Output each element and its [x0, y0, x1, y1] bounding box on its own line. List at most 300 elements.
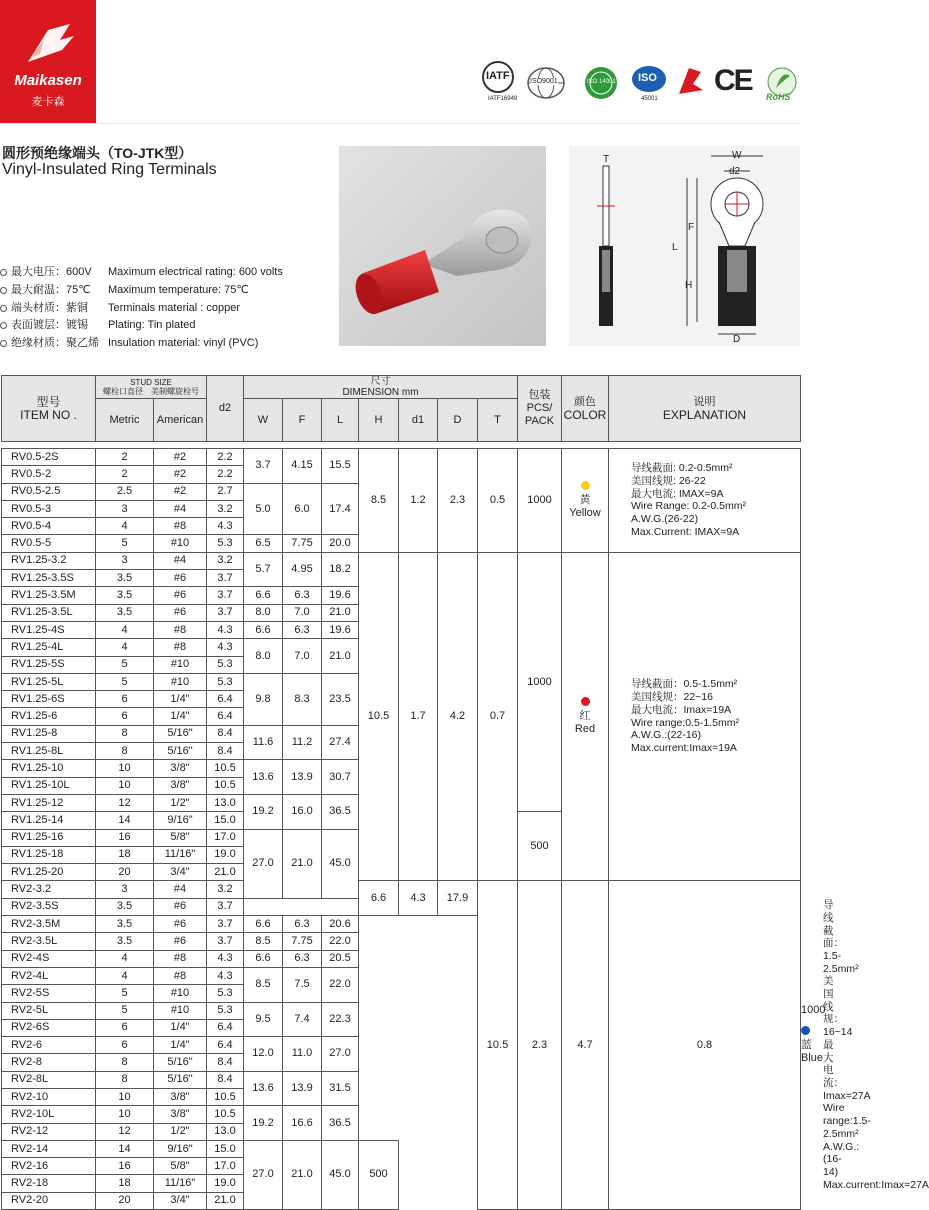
metric-cell: 14 — [96, 1140, 154, 1157]
bullet-icon — [0, 340, 7, 347]
W-cell: 8.5 — [244, 967, 283, 1002]
pack-cell: 1000 — [518, 449, 562, 553]
d2-cell: 10.5 — [207, 1106, 244, 1123]
d2-cell: 17.0 — [207, 1158, 244, 1175]
spec-en: Maximum temperature: 75℃ — [108, 283, 249, 296]
L-cell: 45.0 — [322, 1140, 359, 1209]
header-explanation — [609, 376, 801, 442]
F-cell: 6.3 — [283, 950, 322, 967]
d2-cell: 3.7 — [207, 916, 244, 933]
ring-terminal-image — [339, 146, 546, 346]
d2-cell: 3.7 — [207, 604, 244, 621]
spec-table — [1, 375, 929, 1210]
color-cn: 蓝 — [801, 1038, 812, 1051]
model-cell: RV0.5-5 — [2, 535, 96, 552]
W-cell: 5.7 — [244, 552, 283, 587]
iso9001-label: ISO9001 — [530, 78, 558, 85]
d2-cell: 15.0 — [207, 1140, 244, 1157]
model-cell: RV1.25-3.5S — [2, 570, 96, 587]
metric-cell: 5 — [96, 535, 154, 552]
L-cell: 20.6 — [322, 916, 359, 933]
explanation-line: 导线截面: 0.2-0.5mm² — [631, 462, 733, 475]
d2-cell: 8.4 — [207, 743, 244, 760]
metric-cell: 3.5 — [96, 898, 154, 915]
american-cell: #6 — [154, 916, 207, 933]
model-cell: RV2-6 — [2, 1037, 96, 1054]
ce-label: CE — [714, 64, 752, 97]
W-cell: 12.0 — [244, 1037, 283, 1072]
metric-cell: 14 — [96, 812, 154, 829]
model-cell: RV1.25-5S — [2, 656, 96, 673]
american-cell: 3/4" — [154, 864, 207, 881]
american-cell: #10 — [154, 985, 207, 1002]
american-cell: #8 — [154, 967, 207, 984]
header-divider — [0, 123, 800, 124]
spec-cn: 端头材质：紫铜 — [11, 301, 88, 314]
header-color-en: COLOR — [563, 407, 607, 422]
american-cell: #10 — [154, 673, 207, 690]
W-cell: 6.6 — [244, 950, 283, 967]
model-cell: RV1.25-4L — [2, 639, 96, 656]
rohs-icon — [766, 66, 798, 105]
model-cell: RV1.25-10 — [2, 760, 96, 777]
L-cell: 17.9 — [438, 881, 478, 916]
model-cell: RV2-5L — [2, 1002, 96, 1019]
bullet-icon — [0, 305, 7, 312]
ccc-icon — [675, 64, 707, 103]
american-cell: 1/4" — [154, 1037, 207, 1054]
d2-cell: 15.0 — [207, 812, 244, 829]
american-cell: 1/4" — [154, 1019, 207, 1036]
d2-cell: 3.2 — [207, 500, 244, 517]
F-cell: 7.75 — [283, 933, 322, 950]
explanation-cell — [609, 449, 801, 553]
explanation-line: 美国线规：22~16 — [631, 691, 713, 704]
d2-cell: 4.3 — [207, 950, 244, 967]
d2-cell: 21.0 — [207, 1192, 244, 1209]
d2-cell: 8.4 — [207, 725, 244, 742]
american-cell: #10 — [154, 535, 207, 552]
explanation-line: A.W.G.(26-22) — [631, 513, 699, 526]
model-cell: RV2-8 — [2, 1054, 96, 1071]
color-cn: 黄 — [579, 493, 591, 506]
d2-cell: 13.0 — [207, 1123, 244, 1140]
american-cell: #4 — [154, 500, 207, 517]
metric-cell: 3.5 — [96, 933, 154, 950]
metric-cell: 5 — [96, 985, 154, 1002]
page-title-en: Vinyl-Insulated Ring Terminals — [2, 161, 217, 178]
d2-cell: 8.4 — [207, 1071, 244, 1088]
L-cell: 21.0 — [322, 639, 359, 674]
metric-cell: 3 — [96, 881, 154, 898]
F-cell: 13.9 — [283, 760, 322, 795]
L-cell: 36.5 — [322, 794, 359, 829]
F-cell: 4.3 — [399, 881, 438, 916]
header-stud-en: STUD SIZE — [130, 378, 172, 387]
L-cell: 45.0 — [322, 829, 359, 898]
W-cell: 19.2 — [244, 1106, 283, 1141]
F-cell: 7.75 — [283, 535, 322, 552]
iso45001-icon — [630, 64, 668, 102]
d2-cell: 3.7 — [207, 587, 244, 604]
model-cell: RV2-10 — [2, 1088, 96, 1105]
model-cell: RV1.25-5L — [2, 673, 96, 690]
explanation-line: 导线截面：0.5-1.5mm² — [631, 678, 738, 691]
L-cell: 19.6 — [322, 621, 359, 638]
header-pack — [518, 376, 562, 442]
W-cell: 13.6 — [244, 760, 283, 795]
american-cell: 5/8" — [154, 1158, 207, 1175]
model-cell: RV1.25-4S — [2, 621, 96, 638]
F-cell: 16.0 — [283, 794, 322, 829]
T-cell: 0.7 — [478, 552, 518, 881]
d2-cell: 21.0 — [207, 864, 244, 881]
american-cell: #8 — [154, 621, 207, 638]
metric-cell: 18 — [96, 846, 154, 863]
d2-cell: 3.2 — [207, 881, 244, 898]
page-title-cn: 圆形预绝缘端头（TO-JTK型） — [2, 145, 193, 161]
american-cell: #6 — [154, 604, 207, 621]
dim-d2: d2 — [729, 166, 741, 177]
metric-cell: 5 — [96, 673, 154, 690]
american-cell: 1/4" — [154, 691, 207, 708]
model-cell: RV1.25-3.5M — [2, 587, 96, 604]
L-cell: 30.7 — [322, 760, 359, 795]
W-cell: 8.5 — [244, 933, 283, 950]
spec-cn: 最大电压：600V — [11, 266, 92, 278]
W-cell: 3.7 — [244, 449, 283, 484]
american-cell: #8 — [154, 639, 207, 656]
T-cell: 0.8 — [609, 881, 801, 1210]
dim-W: W — [732, 150, 742, 161]
iatf-icon — [478, 60, 518, 102]
rohs-label: RoHS — [766, 92, 791, 102]
metric-cell: 10 — [96, 760, 154, 777]
metric-cell: 4 — [96, 967, 154, 984]
d2-cell: 19.0 — [207, 1175, 244, 1192]
metric-cell: 12 — [96, 794, 154, 811]
F-cell: 6.3 — [283, 916, 322, 933]
color-cell — [562, 449, 609, 553]
model-cell: RV1.25-16 — [2, 829, 96, 846]
metric-cell: 6 — [96, 1019, 154, 1036]
d1-cell: 2.3 — [518, 881, 562, 1210]
d1-cell: 1.7 — [399, 552, 438, 881]
explanation-line: 最大电流：Imax=19A — [631, 703, 732, 716]
W-cell: 9.5 — [244, 1002, 283, 1037]
iso45001-label: ISO — [638, 72, 657, 84]
model-cell: RV1.25-8L — [2, 743, 96, 760]
technical-drawing — [569, 146, 800, 346]
spec-cn: 最大耐温：75℃ — [11, 283, 91, 296]
F-cell: 11.0 — [283, 1037, 322, 1072]
american-cell: #4 — [154, 552, 207, 569]
american-cell: 3/8" — [154, 1088, 207, 1105]
table-row: RV2-3.2 3 #4 3.2 6.6 4.3 17.9 10.5 2.3 4.7 0.8 1000 蓝 Blue 导线截面：1.5-2.5mm² 美国线规：16~14 最大电流：Imax=27A Wire range:1.5-2.5mm² A.W.G.:(16-14) Max.current:Imax=27A — [2, 881, 801, 898]
american-cell: 1/4" — [154, 708, 207, 725]
W-cell: 6.6 — [244, 587, 283, 604]
header-W: W — [244, 399, 283, 442]
table-row — [2, 449, 801, 466]
d2-cell: 3.7 — [207, 933, 244, 950]
metric-cell: 4 — [96, 950, 154, 967]
model-cell: RV1.25-12 — [2, 794, 96, 811]
dimension-drawing — [569, 146, 800, 346]
model-cell: RV2-20 — [2, 1192, 96, 1209]
header-expl-cn: 说明 — [693, 395, 716, 408]
F-cell: 7.4 — [283, 1002, 322, 1037]
header-stud — [96, 376, 207, 399]
metric-cell: 3.5 — [96, 604, 154, 621]
explanation-line: Wire Range: 0.2-0.5mm² — [631, 500, 746, 513]
d2-cell: 13.0 — [207, 794, 244, 811]
F-cell: 21.0 — [283, 1140, 322, 1209]
W-cell: 11.6 — [244, 725, 283, 760]
metric-cell: 8 — [96, 743, 154, 760]
header-pack-cn: 包装 — [528, 389, 551, 401]
wing-logo-icon — [0, 0, 96, 70]
model-cell: RV2-4L — [2, 967, 96, 984]
explanation-cell — [609, 552, 801, 881]
model-cell: RV1.25-3.2 — [2, 552, 96, 569]
model-cell: RV2-3.5S — [2, 898, 96, 915]
product-photo — [339, 146, 546, 346]
header-d2: d2 — [207, 376, 244, 442]
metric-cell: 2 — [96, 449, 154, 466]
model-cell: RV1.25-6 — [2, 708, 96, 725]
brand-logo — [0, 0, 96, 123]
american-cell: #8 — [154, 950, 207, 967]
H-cell: 8.5 — [359, 449, 399, 553]
model-cell: RV0.5-2 — [2, 466, 96, 483]
header-L: L — [322, 399, 359, 442]
american-cell: #10 — [154, 656, 207, 673]
bullet-icon — [0, 322, 7, 329]
F-cell: 7.5 — [283, 967, 322, 1002]
metric-cell: 8 — [96, 1054, 154, 1071]
W-cell: 27.0 — [244, 1140, 283, 1209]
metric-cell: 10 — [96, 777, 154, 794]
L-cell: 21.0 — [322, 604, 359, 621]
d2-cell: 5.3 — [207, 673, 244, 690]
H-cell: 10.5 — [359, 552, 399, 881]
metric-cell: 3.5 — [96, 570, 154, 587]
metric-cell: 12 — [96, 1123, 154, 1140]
L-cell: 19.6 — [322, 587, 359, 604]
F-cell: 7.0 — [283, 604, 322, 621]
d2-cell: 2.7 — [207, 483, 244, 500]
d2-cell: 8.4 — [207, 1054, 244, 1071]
explanation-line: Wire range:0.5-1.5mm² — [631, 716, 739, 729]
F-cell: 4.95 — [283, 552, 322, 587]
american-cell: 1/2" — [154, 1123, 207, 1140]
d2-cell: 3.7 — [207, 570, 244, 587]
spec-en: Maximum electrical rating: 600 volts — [108, 266, 283, 278]
explanation-line: A.W.G.:(22-16) — [631, 729, 702, 742]
iso14001-label: ISO 14001 — [587, 79, 616, 85]
W-cell: 6.6 — [244, 916, 283, 933]
iso45001-caption: 45001 — [641, 96, 658, 102]
model-cell: RV1.25-20 — [2, 864, 96, 881]
metric-cell: 18 — [96, 1175, 154, 1192]
header-D: D — [438, 399, 478, 442]
color-cn: 红 — [579, 710, 591, 723]
metric-cell: 3 — [96, 500, 154, 517]
spec-en: Terminals material : copper — [108, 301, 241, 314]
metric-cell: 16 — [96, 829, 154, 846]
american-cell: 5/8" — [154, 829, 207, 846]
american-cell: 3/8" — [154, 760, 207, 777]
W-cell: 9.8 — [244, 673, 283, 725]
explanation-line: 美国线规: 26-22 — [631, 474, 706, 487]
F-cell: 4.15 — [283, 449, 322, 484]
W-cell: 6.5 — [244, 535, 283, 552]
d2-cell: 2.2 — [207, 449, 244, 466]
d2-cell: 19.0 — [207, 846, 244, 863]
spec-en: Plating: Tin plated — [108, 319, 196, 332]
american-cell: #2 — [154, 483, 207, 500]
american-cell: #10 — [154, 1002, 207, 1019]
D-cell: 4.7 — [562, 881, 609, 1210]
metric-cell: 4 — [96, 621, 154, 638]
dim-H: H — [685, 280, 693, 291]
model-cell: RV2-3.5M — [2, 916, 96, 933]
dim-d1: d1 — [729, 292, 741, 303]
model-cell: RV2-4S — [2, 950, 96, 967]
brand-name: Maikasen — [14, 72, 82, 89]
model-cell: RV1.25-3.5L — [2, 604, 96, 621]
model-cell: RV0.5-2S — [2, 449, 96, 466]
table-spacer — [2, 442, 801, 449]
model-cell: RV2-3.2 — [2, 881, 96, 898]
F-cell: 6.3 — [283, 621, 322, 638]
d2-cell: 10.5 — [207, 777, 244, 794]
d1-cell: 1.2 — [399, 449, 438, 553]
american-cell: #4 — [154, 881, 207, 898]
table-body — [2, 442, 929, 1210]
L-cell: 36.5 — [322, 1106, 359, 1141]
header-dim-cn: 尺寸 — [370, 376, 391, 387]
W-cell: 6.6 — [359, 881, 399, 916]
metric-cell: 4 — [96, 639, 154, 656]
american-cell: #6 — [154, 570, 207, 587]
W-cell: 6.6 — [244, 621, 283, 638]
metric-cell: 5 — [96, 1002, 154, 1019]
F-cell: 8.3 — [283, 673, 322, 725]
ce-icon — [714, 64, 752, 98]
F-cell: 11.2 — [283, 725, 322, 760]
header-item-en: ITEM NO . — [20, 407, 77, 422]
metric-cell: 16 — [96, 1158, 154, 1175]
model-cell: RV2-10L — [2, 1106, 96, 1123]
d2-cell: 6.4 — [207, 691, 244, 708]
W-cell: 5.0 — [244, 483, 283, 535]
d2-cell: 4.3 — [207, 621, 244, 638]
iatf-label: IATF — [486, 70, 510, 82]
header-color-cn: 颜色 — [574, 395, 596, 408]
header-pack-en: PCS/ PACK — [524, 402, 555, 427]
header-F: F — [283, 399, 322, 442]
d2-cell: 5.3 — [207, 985, 244, 1002]
metric-cell: 3.5 — [96, 916, 154, 933]
header-T: T — [478, 399, 518, 442]
d2-cell: 17.0 — [207, 829, 244, 846]
F-cell: 6.0 — [283, 483, 322, 535]
bullet-icon — [0, 287, 7, 294]
metric-cell: 6 — [96, 708, 154, 725]
color-cell — [562, 552, 609, 881]
L-cell: 27.4 — [322, 725, 359, 760]
D-cell: 4.2 — [438, 552, 478, 881]
d2-cell: 2.2 — [207, 466, 244, 483]
model-cell: RV2-18 — [2, 1175, 96, 1192]
american-cell: 11/16" — [154, 1175, 207, 1192]
L-cell: 18.2 — [322, 552, 359, 587]
spec-cn: 表面镀层：镀锡 — [11, 319, 88, 332]
model-cell: RV2-5S — [2, 985, 96, 1002]
model-cell: RV2-16 — [2, 1158, 96, 1175]
L-cell: 20.5 — [322, 950, 359, 967]
american-cell: #8 — [154, 518, 207, 535]
model-cell: RV2-3.5L — [2, 933, 96, 950]
W-cell: 27.0 — [244, 829, 283, 898]
american-cell: #2 — [154, 449, 207, 466]
model-cell: RV2-12 — [2, 1123, 96, 1140]
model-cell: RV2-14 — [2, 1140, 96, 1157]
header-dim-en: DIMENSION mm — [342, 387, 419, 398]
model-cell: RV1.25-8 — [2, 725, 96, 742]
metric-cell: 20 — [96, 1192, 154, 1209]
header-item — [2, 376, 96, 442]
metric-cell: 10 — [96, 1106, 154, 1123]
header-expl-en: EXPLANATION — [662, 407, 747, 422]
d2-cell: 4.3 — [207, 967, 244, 984]
header-stud-cn: 螺栓口直径 美制螺旋栓号 — [103, 387, 199, 396]
american-cell: 5/16" — [154, 743, 207, 760]
iso14001-icon — [582, 66, 620, 105]
L-cell: 22.3 — [322, 1002, 359, 1037]
header-H: H — [359, 399, 399, 442]
L-cell: 23.5 — [322, 673, 359, 725]
american-cell: #2 — [154, 466, 207, 483]
american-cell: 3/8" — [154, 777, 207, 794]
H-cell: 10.5 — [478, 881, 518, 1210]
W-cell: 8.0 — [244, 639, 283, 674]
d2-cell: 6.4 — [207, 1019, 244, 1036]
spec-cn: 绝缘材质：聚乙烯 — [11, 337, 99, 350]
L-cell: 17.4 — [322, 483, 359, 535]
d2-cell: 10.5 — [207, 760, 244, 777]
american-cell: 9/16" — [154, 1140, 207, 1157]
explanation-line: Max.current:Imax=19A — [631, 742, 737, 754]
F-cell: 16.6 — [283, 1106, 322, 1141]
L-cell: 27.0 — [322, 1037, 359, 1072]
metric-cell: 8 — [96, 725, 154, 742]
header-metric: Metric — [96, 399, 154, 442]
pack-cell: 1000 — [518, 552, 562, 811]
color-dot-icon — [581, 697, 590, 706]
explanation-line: Max.Current: IMAX=9A — [631, 525, 740, 538]
metric-cell: 6 — [96, 691, 154, 708]
iso-globe-icon — [526, 66, 566, 105]
d2-cell: 3.7 — [207, 898, 244, 915]
F-cell: 7.0 — [283, 639, 322, 674]
model-cell: RV0.5-3 — [2, 500, 96, 517]
american-cell: 9/16" — [154, 812, 207, 829]
color-en: Blue — [801, 1051, 824, 1064]
L-cell: 20.0 — [322, 535, 359, 552]
american-cell: #6 — [154, 933, 207, 950]
